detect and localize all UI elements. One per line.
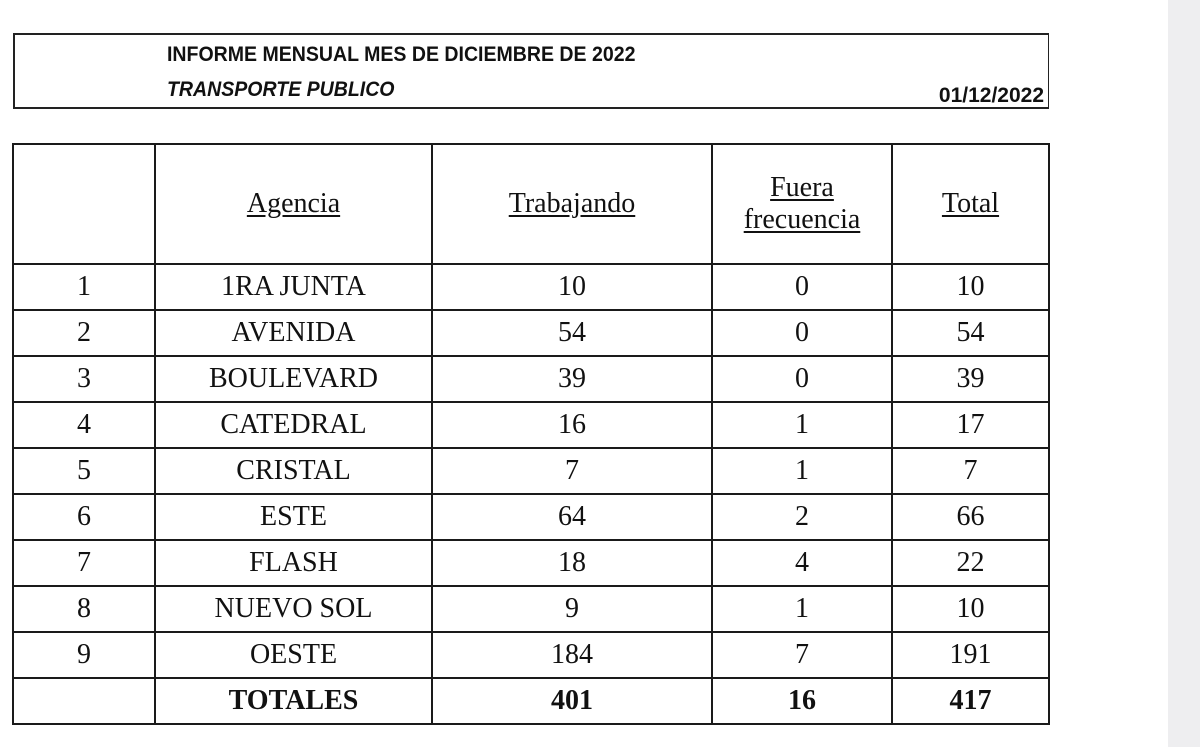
agencia-cell: BOULEVARD bbox=[155, 356, 432, 402]
agencia-cell: ESTE bbox=[155, 494, 432, 540]
agencia-cell: OESTE bbox=[155, 632, 432, 678]
agencia-cell: FLASH bbox=[155, 540, 432, 586]
total-cell: 22 bbox=[892, 540, 1049, 586]
report-date: 01/12/2022 bbox=[938, 84, 1044, 107]
row-number: 5 bbox=[13, 448, 155, 494]
trabajando-cell: 10 bbox=[432, 264, 712, 310]
total-cell: 10 bbox=[892, 586, 1049, 632]
trabajando-cell: 9 bbox=[432, 586, 712, 632]
row-number: 6 bbox=[13, 494, 155, 540]
column-header-fuera-frecuencia bbox=[712, 144, 892, 264]
column-header-number bbox=[13, 144, 155, 264]
agencia-header-label: Agencia bbox=[246, 188, 341, 219]
report-subtitle: TRANSPORTE PUBLICO bbox=[167, 78, 395, 101]
row-number: 3 bbox=[13, 356, 155, 402]
right-margin-strip bbox=[1168, 0, 1200, 747]
fuera-frecuencia-cell: 0 bbox=[712, 310, 892, 356]
table-row bbox=[13, 448, 1049, 494]
agencia-cell: CATEDRAL bbox=[155, 402, 432, 448]
fuera-frecuencia-cell: 2 bbox=[712, 494, 892, 540]
total-cell: 7 bbox=[892, 448, 1049, 494]
fuera-frecuencia-cell: 0 bbox=[712, 264, 892, 310]
trabajando-cell: 16 bbox=[432, 402, 712, 448]
trabajando-header-label: Trabajando bbox=[508, 188, 636, 219]
total-cell: 66 bbox=[892, 494, 1049, 540]
table-row bbox=[13, 402, 1049, 448]
table-row bbox=[13, 264, 1049, 310]
row-number: 2 bbox=[13, 310, 155, 356]
row-number: 9 bbox=[13, 632, 155, 678]
totals-fuera-frecuencia: 16 bbox=[712, 678, 892, 724]
trabajando-cell: 54 bbox=[432, 310, 712, 356]
total-cell: 191 bbox=[892, 632, 1049, 678]
trabajando-cell: 18 bbox=[432, 540, 712, 586]
transport-report-table bbox=[12, 143, 1050, 725]
trabajando-cell: 184 bbox=[432, 632, 712, 678]
totals-number-cell bbox=[13, 678, 155, 724]
fuera-frecuencia-cell: 1 bbox=[712, 448, 892, 494]
fuera-frecuencia-cell: 1 bbox=[712, 586, 892, 632]
total-cell: 39 bbox=[892, 356, 1049, 402]
table-header-row bbox=[13, 144, 1049, 264]
agencia-cell: CRISTAL bbox=[155, 448, 432, 494]
column-header-trabajando bbox=[432, 144, 712, 264]
row-number: 7 bbox=[13, 540, 155, 586]
totals-row bbox=[13, 678, 1049, 724]
column-header-total bbox=[892, 144, 1049, 264]
fuera-frecuencia-cell: 1 bbox=[712, 402, 892, 448]
agencia-cell: NUEVO SOL bbox=[155, 586, 432, 632]
row-number: 8 bbox=[13, 586, 155, 632]
totals-trabajando: 401 bbox=[432, 678, 712, 724]
table-row bbox=[13, 356, 1049, 402]
row-number: 4 bbox=[13, 402, 155, 448]
fuera-frecuencia-cell: 7 bbox=[712, 632, 892, 678]
column-header-agencia bbox=[155, 144, 432, 264]
table-row bbox=[13, 586, 1049, 632]
totals-label: TOTALES bbox=[155, 678, 432, 724]
report-title: INFORME MENSUAL MES DE DICIEMBRE DE 2022 bbox=[167, 43, 636, 66]
total-cell: 54 bbox=[892, 310, 1049, 356]
fuera-header-label-line2: frecuencia bbox=[743, 204, 861, 235]
total-header-label: Total bbox=[941, 188, 1000, 219]
agencia-cell: 1RA JUNTA bbox=[155, 264, 432, 310]
row-number: 1 bbox=[13, 264, 155, 310]
table-row bbox=[13, 632, 1049, 678]
total-cell: 17 bbox=[892, 402, 1049, 448]
fuera-header-label-line1: Fuera bbox=[770, 172, 834, 203]
fuera-frecuencia-cell: 4 bbox=[712, 540, 892, 586]
trabajando-cell: 7 bbox=[432, 448, 712, 494]
table-row bbox=[13, 494, 1049, 540]
totals-total: 417 bbox=[892, 678, 1049, 724]
trabajando-cell: 64 bbox=[432, 494, 712, 540]
table-row bbox=[13, 310, 1049, 356]
report-header bbox=[13, 33, 1049, 109]
table-row bbox=[13, 540, 1049, 586]
total-cell: 10 bbox=[892, 264, 1049, 310]
agencia-cell: AVENIDA bbox=[155, 310, 432, 356]
trabajando-cell: 39 bbox=[432, 356, 712, 402]
fuera-frecuencia-cell: 0 bbox=[712, 356, 892, 402]
